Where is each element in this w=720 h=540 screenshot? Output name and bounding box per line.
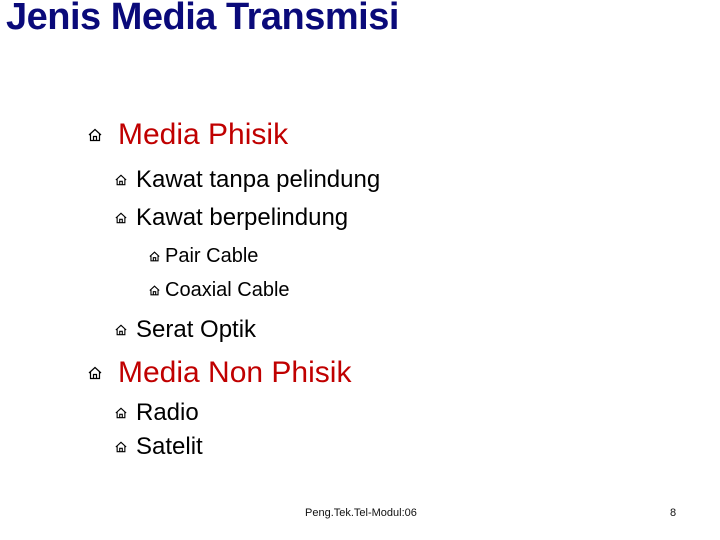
- bullet-label: Pair Cable: [165, 245, 259, 267]
- house-bullet-icon: [115, 441, 127, 453]
- bullet-label: Kawat tanpa pelindung: [136, 166, 381, 193]
- house-bullet-icon: [115, 324, 127, 336]
- bullet-item-satelit: [115, 433, 203, 461]
- bullet-item-media-non-phisik: [88, 356, 351, 390]
- bullet-item-serat-optik: [115, 316, 256, 344]
- house-bullet-icon: [88, 128, 102, 142]
- house-bullet-icon: [115, 407, 127, 419]
- slide-footer: Peng.Tek.Tel-Modul:06: [305, 507, 417, 519]
- house-bullet-icon: [149, 251, 160, 262]
- bullet-label: Kawat berpelindung: [136, 204, 349, 231]
- bullet-label: Media Phisik: [118, 118, 289, 151]
- bullet-item-kawat-berpelindung: [115, 204, 348, 232]
- bullet-item-kawat-tanpa-pelindung: [115, 166, 380, 194]
- slide-title: Jenis Media Transmisi: [6, 0, 399, 38]
- house-bullet-icon: [115, 174, 127, 186]
- bullet-label: Radio: [136, 399, 199, 426]
- bullet-item-pair-cable: [149, 245, 258, 268]
- house-bullet-icon: [88, 366, 102, 380]
- page-number: 8: [670, 507, 677, 519]
- bullet-label: Satelit: [136, 433, 203, 460]
- bullet-item-radio: [115, 399, 199, 427]
- bullet-item-media-phisik: [88, 118, 288, 152]
- bullet-label: Media Non Phisik: [118, 356, 352, 389]
- house-bullet-icon: [115, 212, 127, 224]
- house-bullet-icon: [149, 285, 160, 296]
- bullet-label: Coaxial Cable: [165, 279, 290, 301]
- bullet-label: Serat Optik: [136, 316, 257, 343]
- bullet-item-coaxial-cable: [149, 279, 290, 302]
